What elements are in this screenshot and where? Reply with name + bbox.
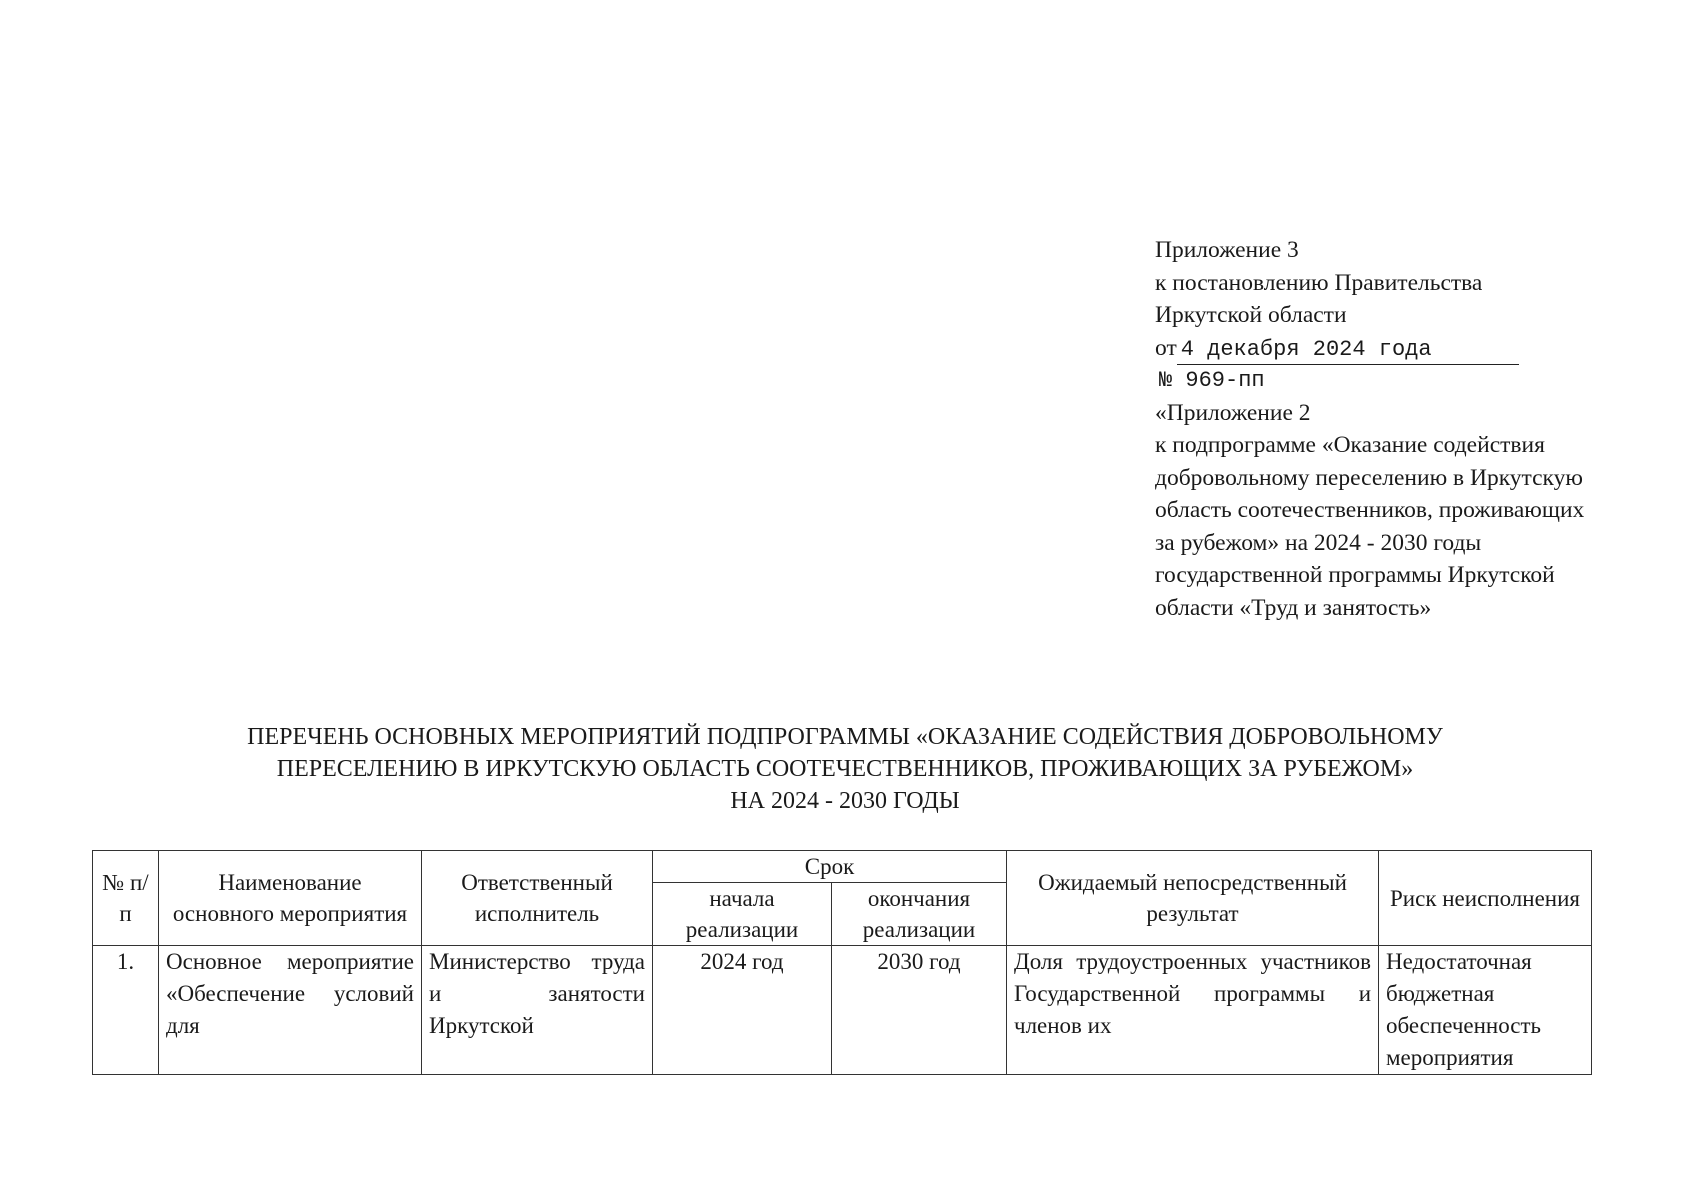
appendix-date-row bbox=[1155, 332, 1601, 365]
header-result: Ожидаемый непосредственный результат bbox=[1007, 851, 1379, 946]
cell-name: Основное мероприятие «Обеспечение условий для bbox=[159, 946, 422, 1075]
cell-responsible: Министерство труда и занятости Иркутской bbox=[422, 946, 653, 1075]
cell-result: Доля трудоустроенных участников Государственной программы и членов их bbox=[1007, 946, 1379, 1075]
table-row bbox=[93, 946, 1592, 1075]
header-end: окончания реализации bbox=[832, 883, 1007, 946]
title-line-1: ПЕРЕЧЕНЬ ОСНОВНЫХ МЕРОПРИЯТИЙ ПОДПРОГРАММЫ «ОКАЗАНИЕ СОДЕЙСТВИЯ ДОБРОВОЛЬНОМУ bbox=[247, 724, 1443, 750]
document-title bbox=[90, 721, 1600, 817]
appendix-title: Приложение 3 bbox=[1155, 237, 1299, 263]
header-risk: Риск неисполнения bbox=[1379, 851, 1592, 946]
date-value: 4 декабря 2024 года bbox=[1177, 336, 1519, 365]
header-responsible: Ответственный исполнитель bbox=[422, 851, 653, 946]
sub-appendix-title: «Приложение 2 bbox=[1155, 399, 1311, 426]
cell-end: 2030 год bbox=[832, 946, 1007, 1075]
title-line-2: ПЕРЕСЕЛЕНИЮ В ИРКУТСКУЮ ОБЛАСТЬ СООТЕЧЕСТВЕННИКОВ, ПРОЖИВАЮЩИХ ЗА РУБЕЖОМ» bbox=[276, 756, 1414, 782]
appendix-region: Иркутской области bbox=[1155, 302, 1347, 328]
cell-num: 1. bbox=[93, 946, 159, 1075]
activities-table bbox=[92, 850, 1592, 1075]
appendix-block bbox=[1155, 234, 1601, 624]
title-line-3: НА 2024 - 2030 ГОДЫ bbox=[730, 788, 960, 814]
appendix-reference: к постановлению Правительства bbox=[1155, 269, 1483, 296]
cell-start: 2024 год bbox=[653, 946, 832, 1075]
header-term: Срок bbox=[653, 851, 1007, 883]
date-prefix: от bbox=[1155, 334, 1177, 361]
cell-risk: Недостаточная бюджетная обеспеченность мероприятия bbox=[1379, 946, 1592, 1075]
header-name: Наименование основного мероприятия bbox=[159, 851, 422, 946]
header-start: начала реализации bbox=[653, 883, 832, 946]
header-num: № п/п bbox=[93, 851, 159, 946]
sub-appendix-text: к подпрограмме «Оказание содействия добровольному переселению в Иркутскую область соотечественников, проживающих за рубежом» на 2024 - 2030 годы государственной программы Иркутской области «Труд и занятость» bbox=[1155, 432, 1585, 621]
document-number: № 969-пп bbox=[1159, 367, 1265, 393]
